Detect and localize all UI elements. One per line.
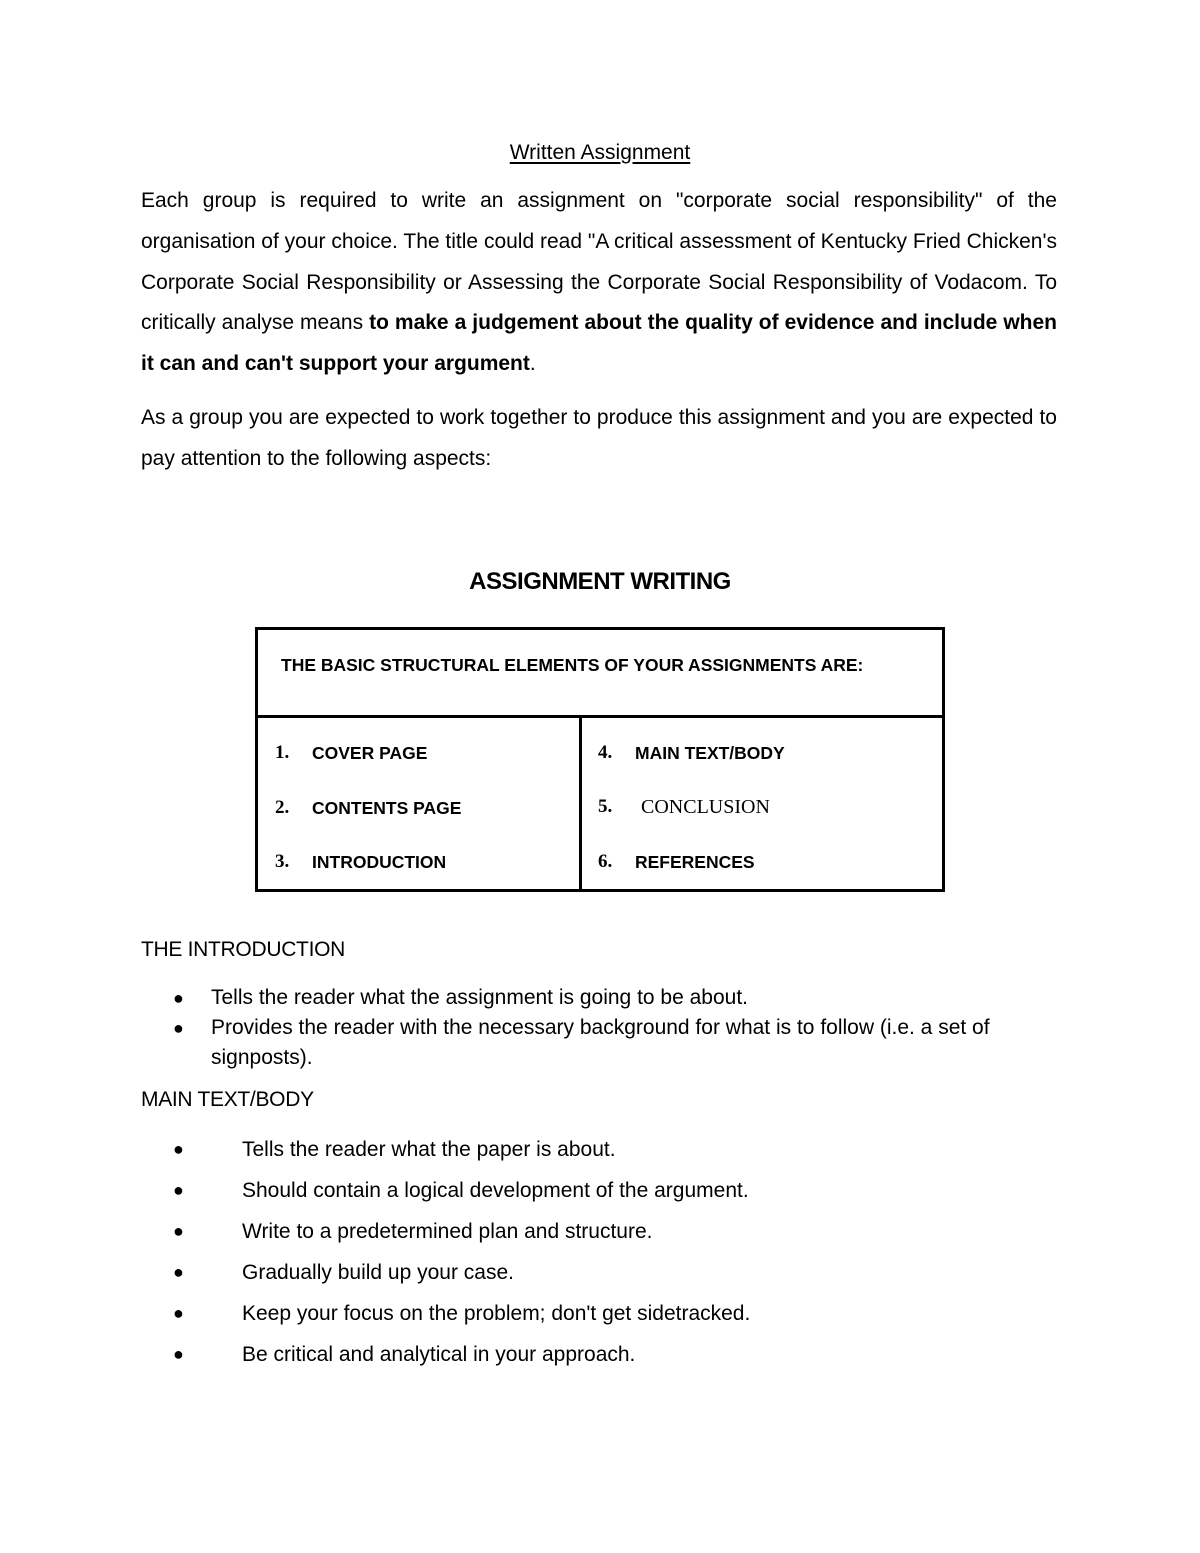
bullet-icon: ● [173, 988, 184, 1008]
table-item-label: CONCLUSION [641, 796, 770, 818]
document-title: Written Assignment [509, 141, 691, 164]
intro-paragraph-text: Each group is required to write an assignment on "corporate social responsibility" of the organisation of your choice. The title could read "A critical assessment of Kentucky Fried Chicken's Corporate Social Responsibility or Assessing the Corporate Social Responsibility of Vodacom. To critically analyse means [141, 189, 1057, 335]
table-item-number: 2. [275, 797, 290, 818]
main-body-heading: MAIN TEXT/BODY [141, 1088, 314, 1111]
list-item [141, 1293, 1071, 1334]
bullet-icon: ● [173, 1262, 184, 1282]
table-item-number: 3. [275, 851, 290, 872]
table-item-label: CONTENTS PAGE [312, 798, 462, 818]
table-item-number: 6. [598, 851, 613, 872]
introduction-heading: THE INTRODUCTION [141, 938, 346, 961]
list-item-text: Be critical and analytical in your approach. [242, 1343, 636, 1366]
main-body-list [141, 1129, 1071, 1375]
bullet-icon: ● [173, 1221, 184, 1241]
list-item [141, 1211, 1071, 1252]
bullet-icon: ● [173, 1139, 184, 1159]
list-item [141, 1013, 1071, 1073]
list-item-text: Tells the reader what the assignment is going to be about. [211, 986, 748, 1009]
table-item-number: 4. [598, 742, 613, 763]
table-item-number: 1. [275, 742, 290, 763]
table-header-text: THE BASIC STRUCTURAL ELEMENTS OF YOUR ASSIGNMENTS ARE: [281, 655, 864, 675]
intro-paragraph-bold: to make a judgement about the quality of evidence and include when it can and can't support your argument [141, 311, 1057, 376]
table-item-label: REFERENCES [635, 852, 755, 872]
table-header [258, 630, 942, 718]
intro-paragraph-end: . [529, 352, 536, 376]
bullet-icon: ● [173, 1018, 184, 1038]
bullet-icon: ● [173, 1180, 184, 1200]
bullet-icon: ● [173, 1344, 184, 1364]
group-paragraph: As a group you are expected to work together to produce this assignment and you are expected to pay attention to the following aspects: [141, 406, 1057, 470]
bullet-icon: ● [173, 1303, 184, 1323]
list-item [141, 1129, 1071, 1170]
list-item [141, 1170, 1071, 1211]
list-item-text: Write to a predetermined plan and structure. [242, 1220, 653, 1243]
list-item-text: Gradually build up your case. [242, 1261, 514, 1284]
column-divider [579, 718, 582, 889]
introduction-list [141, 983, 1071, 1073]
list-item [141, 1334, 1071, 1375]
table-item-label: MAIN TEXT/BODY [635, 743, 785, 763]
list-item [141, 983, 1071, 1013]
list-item-text: Tells the reader what the paper is about. [242, 1138, 616, 1161]
intro-paragraph [141, 181, 1057, 385]
table-item-label: COVER PAGE [312, 743, 428, 763]
section-heading: ASSIGNMENT WRITING [469, 568, 731, 595]
list-item-text: Keep your focus on the problem; don't get sidetracked. [242, 1302, 751, 1325]
list-item [141, 1252, 1071, 1293]
structure-table [255, 627, 945, 892]
list-item-text: Provides the reader with the necessary background for what is to follow (i.e. a set of signposts). [211, 1016, 990, 1069]
table-item-number: 5. [598, 796, 613, 817]
table-item-label: INTRODUCTION [312, 852, 447, 872]
list-item-text: Should contain a logical development of the argument. [242, 1179, 749, 1202]
